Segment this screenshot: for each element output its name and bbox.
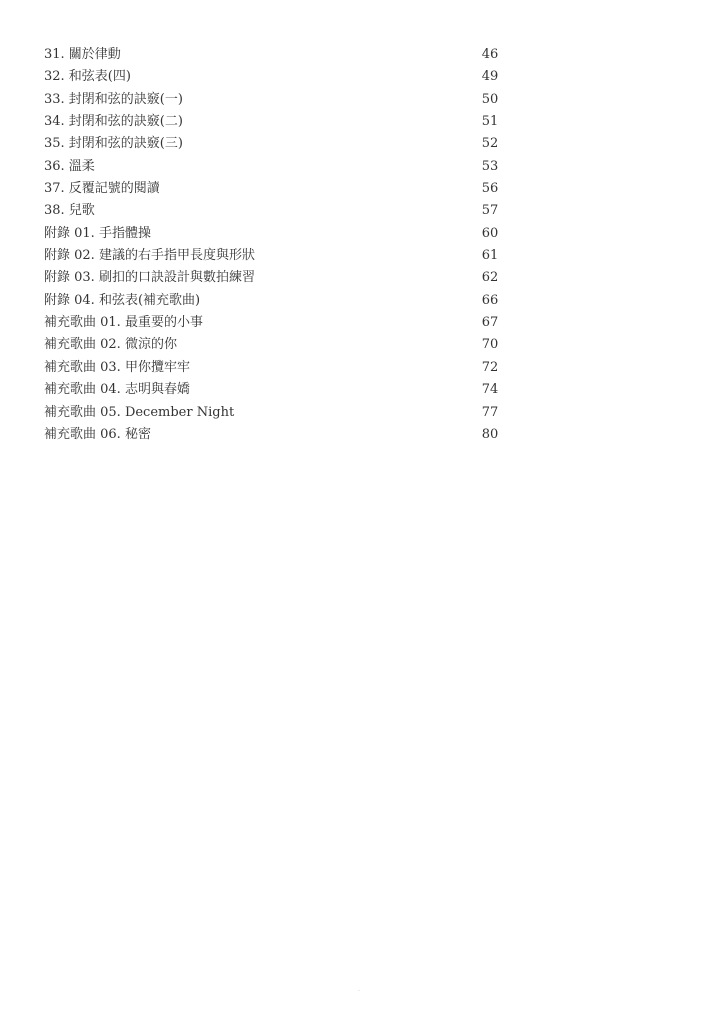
toc-row[interactable] bbox=[44, 379, 504, 401]
toc-entry bbox=[44, 156, 464, 178]
toc-page-number: 67 bbox=[481, 315, 499, 331]
toc-row[interactable] bbox=[44, 178, 504, 200]
toc-entry-label: 36. 溫柔 bbox=[44, 158, 95, 174]
toc-entry-label: 附錄 02. 建議的右手指甲長度與形狀 bbox=[44, 248, 255, 264]
toc-row[interactable] bbox=[44, 89, 504, 111]
toc-row[interactable] bbox=[44, 66, 504, 88]
toc-entry-label: 附錄 03. 刷扣的口訣設計與數拍練習 bbox=[44, 270, 255, 286]
toc-page-number: 51 bbox=[481, 114, 499, 130]
toc-entry bbox=[44, 223, 464, 245]
toc-entry-label: 補充歌曲 04. 志明與春嬌 bbox=[44, 382, 190, 398]
toc-entry bbox=[44, 424, 464, 446]
toc-entry-label: 補充歌曲 05. December Night bbox=[44, 404, 235, 420]
toc-page-number: 57 bbox=[481, 203, 499, 219]
toc-page-number: 62 bbox=[481, 270, 499, 286]
toc-page-number: 60 bbox=[481, 225, 499, 241]
toc-entry bbox=[44, 402, 464, 424]
toc-page-number: 49 bbox=[481, 69, 499, 85]
toc-entry bbox=[44, 290, 464, 312]
toc-entry-label: 補充歌曲 06. 秘密 bbox=[44, 426, 151, 442]
toc-page-number: 52 bbox=[481, 136, 499, 152]
toc-row[interactable] bbox=[44, 111, 504, 133]
toc-entry-label: 33. 封閉和弦的訣竅(一) bbox=[44, 91, 183, 107]
toc-entry-label: 32. 和弦表(四) bbox=[44, 69, 131, 85]
toc-row[interactable] bbox=[44, 334, 504, 356]
toc-entry bbox=[44, 133, 464, 155]
toc-entry-label: 補充歌曲 01. 最重要的小事 bbox=[44, 315, 203, 331]
toc-entry-label: 附錄 01. 手指體操 bbox=[44, 225, 151, 241]
toc-row[interactable] bbox=[44, 312, 504, 334]
toc-entry-label: 31. 關於律動 bbox=[44, 47, 121, 62]
toc-page-number: 61 bbox=[481, 248, 499, 264]
toc-row[interactable] bbox=[44, 357, 504, 379]
toc-entry bbox=[44, 379, 464, 401]
toc-entry-label: 38. 兒歌 bbox=[44, 203, 95, 219]
toc-page-number: 46 bbox=[481, 47, 499, 62]
toc-entry bbox=[44, 200, 464, 222]
toc-page-number: 56 bbox=[481, 181, 499, 197]
toc-row[interactable] bbox=[44, 156, 504, 178]
toc-entry bbox=[44, 178, 464, 200]
toc-row[interactable] bbox=[44, 267, 504, 289]
toc-page-number: 80 bbox=[481, 426, 499, 442]
toc-entry bbox=[44, 267, 464, 289]
toc-entry bbox=[44, 357, 464, 379]
toc-page-number: 77 bbox=[481, 404, 499, 420]
toc-row[interactable] bbox=[44, 44, 504, 66]
toc-row[interactable] bbox=[44, 200, 504, 222]
toc-entry bbox=[44, 44, 464, 66]
toc-entry-label: 補充歌曲 03. 甲你攬牢牢 bbox=[44, 359, 190, 375]
toc-entry bbox=[44, 66, 464, 88]
toc-page-number: 72 bbox=[481, 359, 499, 375]
toc-entry bbox=[44, 89, 464, 111]
toc-entry-label: 附錄 04. 和弦表(補充歌曲) bbox=[44, 292, 201, 308]
toc-entry-label: 37. 反覆記號的閱讀 bbox=[44, 181, 160, 197]
toc-row[interactable] bbox=[44, 402, 504, 424]
toc-page-number: 74 bbox=[481, 382, 499, 398]
toc-page-number: 53 bbox=[481, 158, 499, 174]
toc-row[interactable] bbox=[44, 290, 504, 312]
dot-leader bbox=[44, 170, 456, 172]
toc-entry-label: 補充歌曲 02. 微涼的你 bbox=[44, 337, 177, 353]
toc-row[interactable] bbox=[44, 424, 504, 446]
toc-row[interactable] bbox=[44, 223, 504, 245]
toc-page-number: 70 bbox=[481, 337, 499, 353]
table-of-contents bbox=[44, 44, 504, 446]
toc-entry bbox=[44, 312, 464, 334]
toc-page-number: 50 bbox=[481, 91, 499, 107]
toc-row[interactable] bbox=[44, 133, 504, 155]
toc-page-number: 66 bbox=[481, 292, 499, 308]
toc-entry-label: 35. 封閉和弦的訣竅(三) bbox=[44, 136, 183, 152]
toc-entry-label: 34. 封閉和弦的訣竅(二) bbox=[44, 114, 183, 130]
toc-entry bbox=[44, 111, 464, 133]
dot-leader bbox=[44, 214, 456, 216]
toc-entry bbox=[44, 245, 464, 267]
toc-entry bbox=[44, 334, 464, 356]
footer-mark: · bbox=[358, 988, 360, 995]
toc-row[interactable] bbox=[44, 245, 504, 267]
